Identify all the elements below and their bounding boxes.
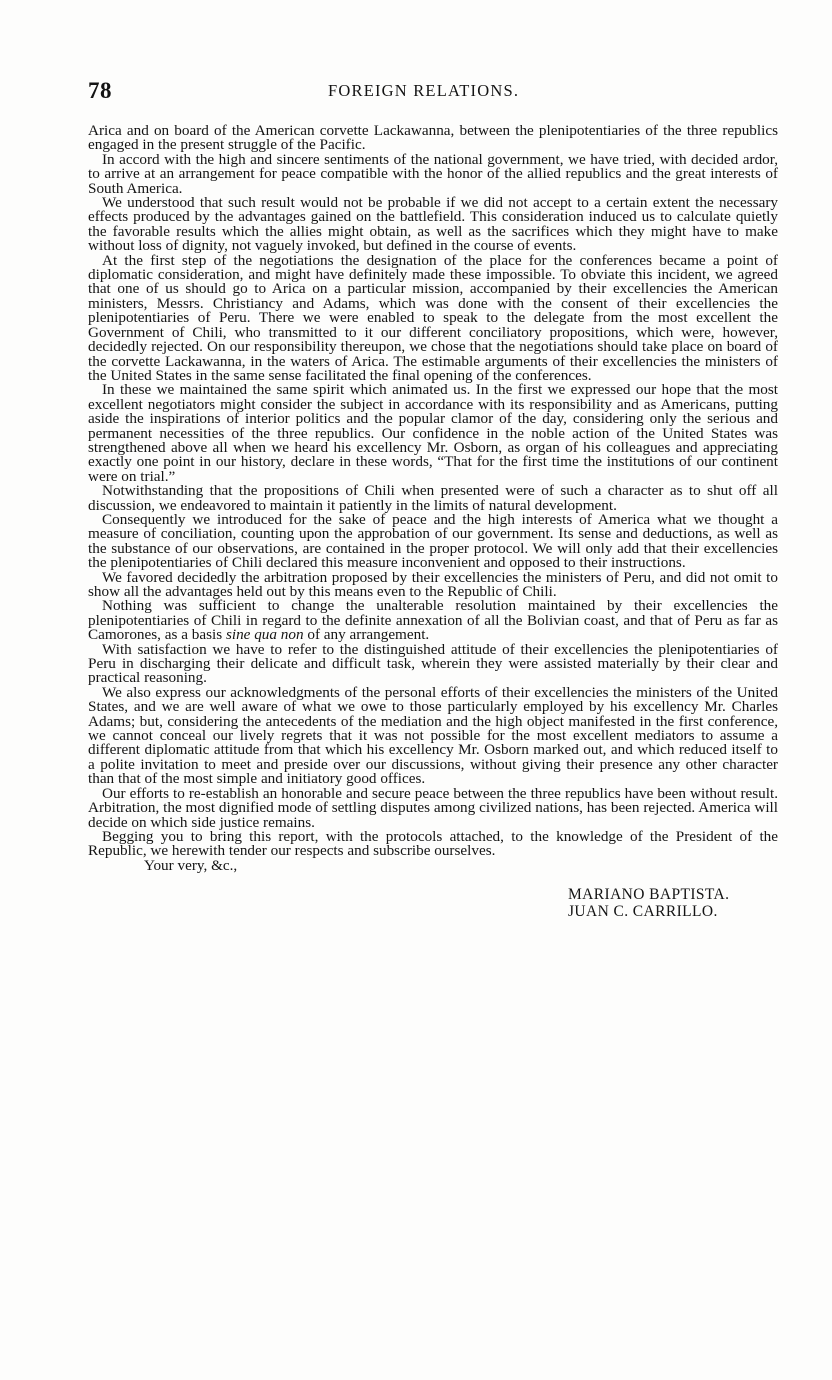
running-title: FOREIGN RELATIONS. [328,81,520,100]
paragraph: We favored decidedly the arbitration proposed by their excellencies the ministers of Peru, and did not omit to show all the advantages held out by this means even to the Republic of Chili. [88,568,778,600]
signature-block [88,886,778,920]
paragraph: With satisfaction we have to refer to the distinguished attitude of their excellencies the plenipotentiaries of Peru in discharging their delicate and difficult task, wherein they were assisted materially by their clear and practical reasoning. [88,640,778,687]
paragraph: Consequently we introduced for the sake of peace and the high interests of America what we thought a measure of conciliation, counting upon the approbation of our government. Its sense and deductions, as well as the substance of our observations, are contained in the proper protocol. We will only add that their excellencies the plenipotentiaries of Chili declared this measure inconvenient and opposed to their instructions. [88,510,778,572]
signature-name: JUAN C. CARRILLO. [568,903,718,921]
latin-phrase: sine qua non [225,626,304,644]
paragraph: Notwithstanding that the propositions of Chili when presented were of such a character as to shut off all discussion, we endeavored to maintain it patiently in the limits of natural development. [88,482,778,514]
signature-name: MARIANO BAPTISTA. [568,886,730,904]
paragraph: At the first step of the negotiations the designation of the place for the conferences became a point of diplomatic consideration, and might have definitely made these impossible. To obviate this incident, we agreed that one of us should go to Arica on a particular mission, accompanied by their excellencies the American ministers, Messrs. Christiancy and Adams, which was done with the consent of their excellencies the plenipotentiaries of Peru. There we were enabled to speak to the delegate from the most excellent the Government of Chili, who transmitted to it our different conciliatory propositions, which were, however, decidedly rejected. On our responsibility thereupon, we chose that the negotiations should take place on board of the corvette Lackawanna, in the waters of Arica. The estimable arguments of their excellencies the ministers of the United States in the same sense facilitated the final opening of the conferences. [88,251,778,384]
paragraph-text: of any arrangement. [303,626,430,644]
paragraph: Begging you to bring this report, with the protocols attached, to the knowledge of the President of the Republic, we herewith tender our respects and subscribe ourselves. [88,827,778,860]
paragraph: We also express our acknowledgments of the personal efforts of their excellencies the ministers of the United States, and we are well aware of what we owe to those particularly employed by his excellency Mr. Charles Adams; but, considering the antecedents of the mediation and the high object manifested in the first conference, we cannot conceal our lively regrets that it was not possible for the most excellent mediators to assume a different diplomatic attitude from that which his excellency Mr. Osborn marked out, and which reduced itself to a polite invitation to meet and preside over our discussions, without giving their presence any other character than that of the most simple and initiatory good offices. [88,683,778,788]
body-text [88,124,778,920]
paragraph: We understood that such result would not be probable if we did not accept to a certain extent the necessary effects produced by the advantages gained on the battlefield. This consideration induced us to calculate quietly the favorable results which the allies might obtain, as well as the sacrifices which they might have to make without loss of dignity, not vaguely invoked, but defined in the course of events. [88,194,778,255]
paragraph: In these we maintained the same spirit which animated us. In the first we expressed our hope that the most excellent negotiators might consider the subject in accordance with its responsibility and as Americans, putting aside the inspirations of interior politics and the popular clamor of the day, considering only the serious and permanent necessities of the three republics. Our confidence in the noble action of the United States was strengthened above all when we heard his excellency Mr. Osborn, as organ of his colleagues and appreciating exactly one point in our history, declare in these words, “That for the first time the institutions of our continent were on trial.” [88,381,778,485]
page-number: 78 [88,78,112,103]
running-head [88,78,778,104]
paragraph: Our efforts to re-establish an honorable and secure peace between the three republics have been without result. Arbitration, the most dignified mode of settling disputes among civilized nations, has been rejected. America will decide on which side justice remains. [88,784,778,831]
paragraph-text: Nothing was sufficient to change the unalterable resolution maintained by their excellencies the plenipotentiaries of Chili in regard to the definite annexation of all the Bolivian coast, and that of Peru as far as Camorones, as a basis [88,597,778,644]
closing-salutation: Your very, &c., [144,856,238,874]
paragraph [88,599,778,642]
paragraph: Arica and on board of the American corvette Lackawanna, between the plenipotentiaries of the three republics engaged in the present struggle of the Pacific. [88,122,778,154]
paragraph: In accord with the high and sincere sentiments of the national government, we have tried, with decided ardor, to arrive at an arrangement for peace compatible with the honor of the allied republics and the great interests of South America. [88,150,778,197]
